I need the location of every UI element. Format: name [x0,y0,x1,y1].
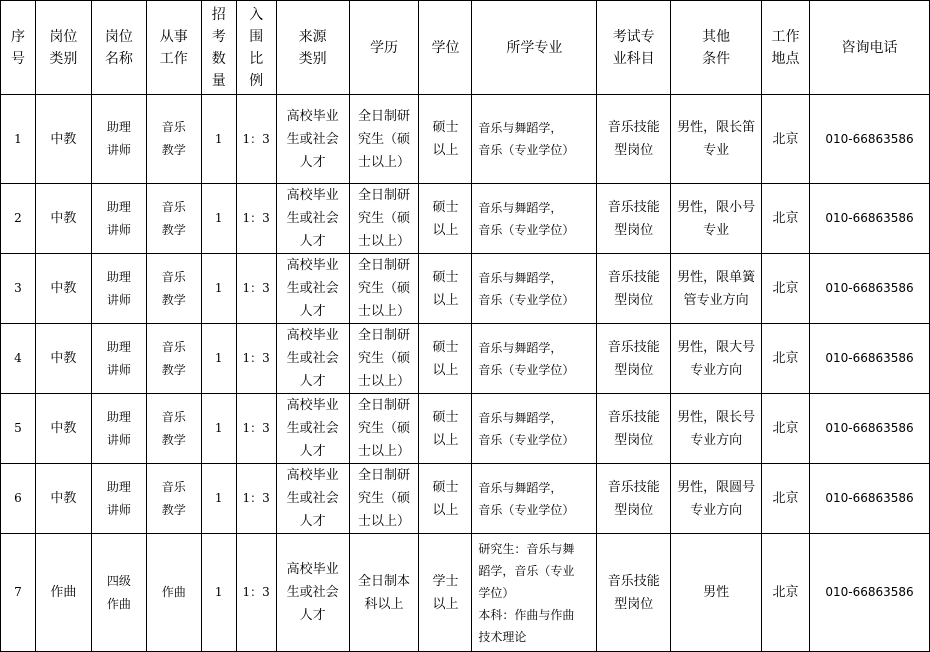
cell-degree: 硕士 以上 [419,95,472,184]
cell-source: 高校毕业 生或社会 人才 [276,324,349,394]
cell-post-type: 中教 [35,464,91,534]
cell-exam: 音乐技能 型岗位 [597,324,671,394]
cell-major: 研究生：音乐与舞 蹈学，音乐（专业 学位） 本科：作曲与作曲 技术理论 [472,534,597,652]
cell-phone: 010-66863586 [809,184,929,254]
cell-other: 男性，限长号 专业方向 [671,394,762,464]
cell-post-type: 作曲 [35,534,91,652]
cell-count: 1 [201,394,236,464]
cell-exam: 音乐技能 型岗位 [597,534,671,652]
cell-ratio: 1：3 [236,254,276,324]
cell-major: 音乐与舞蹈学， 音乐（专业学位） [472,95,597,184]
cell-location: 北京 [762,464,810,534]
cell-count: 1 [201,95,236,184]
cell-other: 男性，限单簧 管专业方向 [671,254,762,324]
header-education: 学历 [349,1,419,95]
cell-phone: 010-66863586 [809,464,929,534]
cell-source: 高校毕业 生或社会 人才 [276,534,349,652]
cell-location: 北京 [762,184,810,254]
cell-phone: 010-66863586 [809,254,929,324]
cell-ratio: 1：3 [236,184,276,254]
cell-degree: 硕士 以上 [419,324,472,394]
cell-phone: 010-66863586 [809,534,929,652]
cell-ratio: 1：3 [236,95,276,184]
table-row [1,324,930,394]
cell-source: 高校毕业 生或社会 人才 [276,254,349,324]
cell-post-name: 助理 讲师 [91,254,146,324]
cell-other: 男性，限圆号 专业方向 [671,464,762,534]
cell-ratio: 1：3 [236,464,276,534]
cell-degree: 硕士 以上 [419,184,472,254]
cell-source: 高校毕业 生或社会 人才 [276,95,349,184]
cell-education: 全日制研 究生（硕 士以上） [349,394,419,464]
cell-work: 音乐 教学 [146,394,201,464]
cell-education: 全日制研 究生（硕 士以上） [349,324,419,394]
cell-location: 北京 [762,254,810,324]
cell-post-name: 助理 讲师 [91,394,146,464]
cell-location: 北京 [762,534,810,652]
cell-work: 音乐 教学 [146,254,201,324]
cell-education: 全日制研 究生（硕 士以上） [349,184,419,254]
cell-major: 音乐与舞蹈学， 音乐（专业学位） [472,324,597,394]
cell-post-type: 中教 [35,184,91,254]
cell-post-name: 助理 讲师 [91,324,146,394]
header-ratio: 入 围 比 例 [236,1,276,95]
cell-location: 北京 [762,324,810,394]
header-source: 来源 类别 [276,1,349,95]
cell-work: 音乐 教学 [146,95,201,184]
table-row [1,184,930,254]
cell-exam: 音乐技能 型岗位 [597,254,671,324]
cell-phone: 010-66863586 [809,324,929,394]
header-post-name: 岗位 名称 [91,1,146,95]
cell-post-type: 中教 [35,324,91,394]
header-seq: 序 号 [1,1,36,95]
cell-phone: 010-66863586 [809,394,929,464]
table-row [1,95,930,184]
table-row [1,254,930,324]
cell-post-name: 助理 讲师 [91,95,146,184]
cell-work: 作曲 [146,534,201,652]
cell-education: 全日制研 究生（硕 士以上） [349,254,419,324]
cell-other: 男性，限大号 专业方向 [671,324,762,394]
cell-location: 北京 [762,394,810,464]
cell-ratio: 1：3 [236,534,276,652]
cell-other: 男性，限小号 专业 [671,184,762,254]
header-row [1,1,930,95]
cell-exam: 音乐技能 型岗位 [597,184,671,254]
cell-ratio: 1：3 [236,324,276,394]
header-phone: 咨询电话 [809,1,929,95]
cell-post-name: 助理 讲师 [91,184,146,254]
cell-other: 男性 [671,534,762,652]
cell-post-name: 四级 作曲 [91,534,146,652]
header-location: 工作 地点 [762,1,810,95]
table-row [1,394,930,464]
cell-major: 音乐与舞蹈学， 音乐（专业学位） [472,254,597,324]
cell-post-type: 中教 [35,394,91,464]
cell-education: 全日制研 究生（硕 士以上） [349,95,419,184]
cell-other: 男性，限长笛 专业 [671,95,762,184]
cell-count: 1 [201,184,236,254]
cell-degree: 硕士 以上 [419,394,472,464]
cell-education: 全日制本 科以上 [349,534,419,652]
cell-work: 音乐 教学 [146,184,201,254]
cell-count: 1 [201,534,236,652]
header-count: 招 考 数 量 [201,1,236,95]
cell-exam: 音乐技能 型岗位 [597,464,671,534]
cell-major: 音乐与舞蹈学， 音乐（专业学位） [472,464,597,534]
cell-exam: 音乐技能 型岗位 [597,394,671,464]
cell-seq: 2 [1,184,36,254]
cell-count: 1 [201,254,236,324]
cell-source: 高校毕业 生或社会 人才 [276,464,349,534]
cell-seq: 7 [1,534,36,652]
cell-seq: 1 [1,95,36,184]
cell-seq: 5 [1,394,36,464]
cell-post-name: 助理 讲师 [91,464,146,534]
table-row [1,464,930,534]
cell-degree: 硕士 以上 [419,254,472,324]
cell-degree: 硕士 以上 [419,464,472,534]
header-work: 从事 工作 [146,1,201,95]
cell-post-type: 中教 [35,95,91,184]
cell-location: 北京 [762,95,810,184]
cell-degree: 学士 以上 [419,534,472,652]
cell-count: 1 [201,464,236,534]
cell-education: 全日制研 究生（硕 士以上） [349,464,419,534]
cell-source: 高校毕业 生或社会 人才 [276,184,349,254]
table-row [1,534,930,652]
cell-seq: 6 [1,464,36,534]
cell-phone: 010-66863586 [809,95,929,184]
header-major: 所学专业 [472,1,597,95]
header-post-type: 岗位 类别 [35,1,91,95]
cell-count: 1 [201,324,236,394]
cell-exam: 音乐技能 型岗位 [597,95,671,184]
header-degree: 学位 [419,1,472,95]
cell-work: 音乐 教学 [146,324,201,394]
cell-source: 高校毕业 生或社会 人才 [276,394,349,464]
cell-seq: 4 [1,324,36,394]
cell-ratio: 1：3 [236,394,276,464]
cell-work: 音乐 教学 [146,464,201,534]
header-other: 其他 条件 [671,1,762,95]
cell-major: 音乐与舞蹈学， 音乐（专业学位） [472,184,597,254]
header-exam: 考试专 业科目 [597,1,671,95]
cell-major: 音乐与舞蹈学， 音乐（专业学位） [472,394,597,464]
cell-seq: 3 [1,254,36,324]
cell-post-type: 中教 [35,254,91,324]
